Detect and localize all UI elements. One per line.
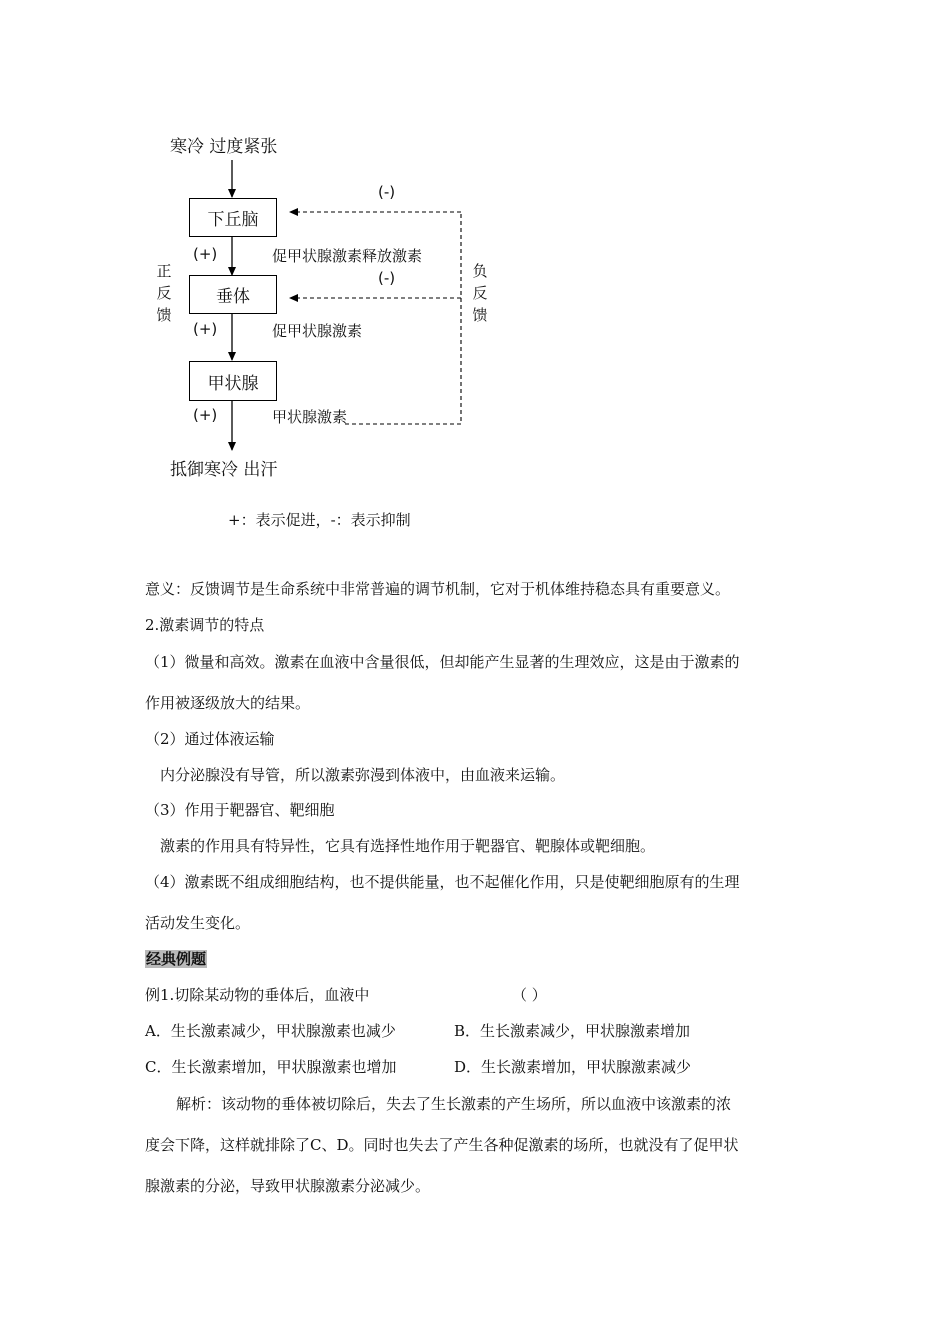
stimulus-label: 寒冷 过度紧张 xyxy=(170,137,278,157)
option-c: C．生长激素增加，甲状腺激素也增加 xyxy=(145,1058,397,1076)
hormone-trh-label: 促甲状腺激素释放激素 xyxy=(272,247,423,265)
analysis-line-2: 度会下降，这样就排除了C、D。同时也失去了产生各种促激素的场所，也就没有了促甲状 xyxy=(145,1136,739,1154)
point-1-line-1: （1）微量和高效。激素在血液中含量很低，但却能产生显著的生理效应，这是由于激素的 xyxy=(145,653,740,671)
diagram-legend: +：表示促进，-：表示抑制 xyxy=(228,511,411,529)
point-4-line-2: 活动发生变化。 xyxy=(145,914,251,932)
section-heading: 2.激素调节的特点 xyxy=(145,616,265,634)
point-2-title: （2）通过体液运输 xyxy=(145,730,275,748)
hormone-th-label: 甲状腺激素 xyxy=(272,408,348,426)
plus-sign: (+) xyxy=(193,245,218,263)
negative-feedback-label: 负反馈 xyxy=(472,262,488,324)
analysis-line-3: 腺激素的分泌，导致甲状腺激素分泌减少。 xyxy=(145,1177,431,1195)
answer-paren: （ ） xyxy=(512,986,547,1004)
effect-label: 抵御寒冷 出汗 xyxy=(170,460,278,480)
negative-feedback-loop xyxy=(345,212,461,424)
example-question: 例1.切除某动物的垂体后，血液中 xyxy=(145,986,370,1004)
analysis-line-1: 解析：该动物的垂体被切除后，失去了生长激素的产生场所，所以血液中该激素的浓 xyxy=(176,1095,732,1113)
hormone-tsh-label: 促甲状腺激素 xyxy=(272,322,363,340)
point-1-line-2: 作用被逐级放大的结果。 xyxy=(145,694,311,712)
point-4-line-1: （4）激素既不组成细胞结构，也不提供能量，也不起催化作用，只是使靶细胞原有的生理 xyxy=(145,873,740,891)
highlighted-heading: 经典例题 xyxy=(146,950,207,968)
node-pituitary: 垂体 xyxy=(189,275,277,314)
point-3-body: 激素的作用具有特异性，它具有选择性地作用于靶器官、靶腺体或靶细胞。 xyxy=(160,837,656,855)
diagram-arrows xyxy=(0,0,950,500)
classic-examples-heading xyxy=(145,948,207,969)
point-2-body: 内分泌腺没有导管，所以激素弥漫到体液中，由血液来运输。 xyxy=(160,766,566,784)
plus-sign: (+) xyxy=(193,406,218,424)
node-thyroid: 甲状腺 xyxy=(189,361,277,401)
option-b: B．生长激素减少，甲状腺激素增加 xyxy=(454,1022,691,1040)
positive-feedback-label: 正反馈 xyxy=(156,262,172,324)
node-hypothalamus: 下丘脑 xyxy=(189,198,277,237)
minus-sign: (-) xyxy=(378,183,396,201)
minus-sign: (-) xyxy=(378,269,396,287)
plus-sign: (+) xyxy=(193,320,218,338)
option-a: A．生长激素减少，甲状腺激素也减少 xyxy=(145,1022,396,1040)
option-d: D．生长激素增加，甲状腺激素减少 xyxy=(454,1058,692,1076)
meaning-paragraph: 意义：反馈调节是生命系统中非常普遍的调节机制，它对于机体维持稳态具有重要意义。 xyxy=(145,580,731,598)
point-3-title: （3）作用于靶器官、靶细胞 xyxy=(145,801,335,819)
